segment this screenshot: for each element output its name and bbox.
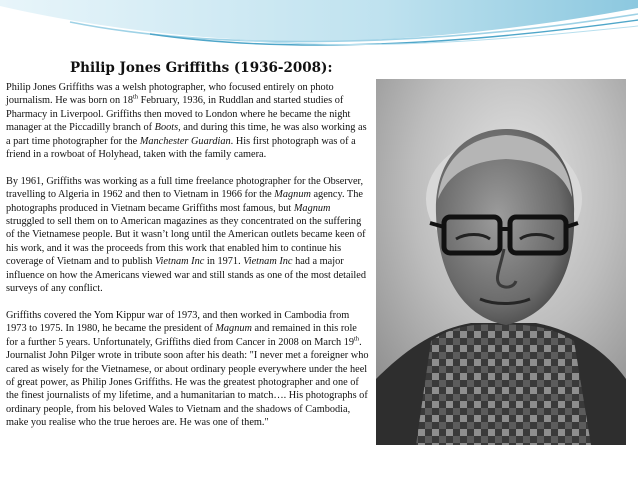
decorative-swoosh-header [0, 0, 638, 60]
paragraph-3 [6, 309, 370, 430]
text-run: . Journalist John Pilger wrote in tribute soon after his death: "I never met a foreigner who cared as wisely for the Vietnamese, or about ordinary people everywhere under the heel of great power, as Philip Jones Griffiths. He was the greatest photographer and one of the finest journalists of my lifetime, and a humanitarian to match…. His photographs of ordinary people, from his beloved Wales to Vietnam and the shadows of Cambodia, make you realise who the true heroes are. He was one of them." [6, 336, 369, 429]
emphasis-text: Magnum [293, 202, 331, 214]
text-run: agency. The photographs produced in Vietnam became Griffiths most famous, but [6, 189, 363, 214]
emphasis-text: Boots [154, 122, 179, 134]
page-title: Philip Jones Griffiths (1936-2008): [70, 60, 333, 76]
biography-text [6, 81, 370, 443]
text-run: and remained in this role for a further 5 years. Unfortunately, Griffiths died from Cancer in 2008 on March 19 [6, 323, 357, 348]
text-run: struggled to sell them on to American magazines as they concentrated on the suffering of the Vietnamese people. But it wasn’t long until the American outlets became keen of his work, and it was the proceeds from this work that enabled him to continue his coverage of Vietnam and to publish [6, 216, 366, 268]
text-run: had a major influence on how the Americans viewed war and still stands as one of the most detailed surveys of any conflict. [6, 256, 367, 295]
emphasis-text: Magnum [215, 323, 252, 335]
emphasis-text: Vietnam Inc [243, 256, 293, 268]
portrait-photo [376, 79, 626, 445]
text-run: By 1961, Griffiths was working as a full time freelance photographer for the Observer, travelling to Algeria in 1962 and then to Vietnam in 1966 for the [6, 175, 364, 201]
paragraph-2 [6, 175, 370, 296]
superscript-text: th [132, 93, 139, 101]
emphasis-text: Manchester Guardian [139, 135, 231, 147]
text-run: Philip Jones Griffiths was a welsh photographer, who focused entirely on photo journalism. He was born on 18 [6, 82, 334, 107]
text-run: . His first photograph was of a friend in a rowboat of Holyhead, taken with the family camera. [6, 135, 356, 161]
emphasis-text: Magnum [274, 189, 311, 201]
text-run: , and during this time, he was also working as a part time photographer for the [6, 122, 367, 147]
text-run: Griffiths covered the Yom Kippur war of 1973, and then worked in Cambodia from 1973 to 1975. In 1980, he became the president of [6, 309, 350, 335]
emphasis-text: Vietnam Inc [155, 256, 205, 268]
text-run: in 1971. [204, 256, 244, 268]
superscript-text: th [354, 335, 360, 343]
text-run: February, 1936, in Ruddlan and started studies of Pharmacy in Liverpool. Griffiths then moved to London where he became the night manager at the Piccadilly branch of [6, 95, 351, 134]
paragraph-1 [6, 81, 370, 161]
